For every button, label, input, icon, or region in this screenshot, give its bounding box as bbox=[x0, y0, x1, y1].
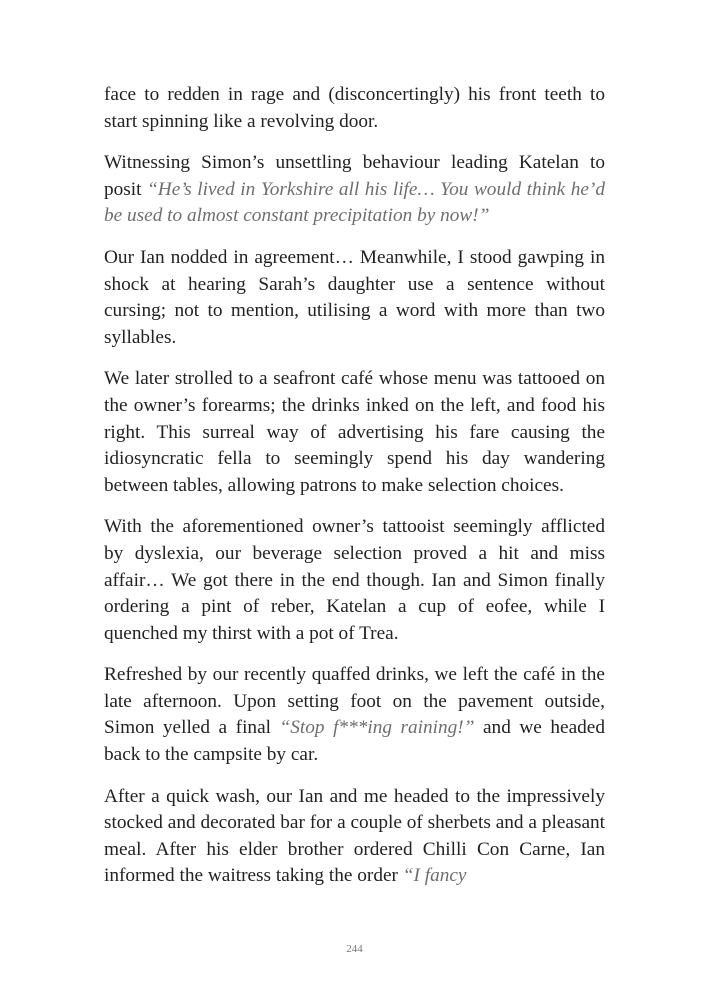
quotation: “He’s lived in Yorkshire all his life… You would think he’d be used to almost constant precipitation by now!” bbox=[104, 178, 605, 227]
paragraph-text: face to redden in rage and (disconcertingly) his front teeth to start spinning like a revolving door. bbox=[104, 84, 605, 132]
page-body bbox=[104, 82, 605, 905]
paragraph-text: With the aforementioned owner’s tattooist seemingly afflicted by dyslexia, our beverage selection proved a hit and miss affair… We got there in the end though. Ian and Simon finally ordering a pint of reber, Katelan a cup of eofee, while I quenched my thirst with a pot of Trea. bbox=[104, 516, 605, 644]
paragraph bbox=[104, 784, 605, 890]
paragraph bbox=[104, 662, 605, 768]
quotation: “Stop f***ing raining!” bbox=[279, 717, 475, 739]
paragraph-text: and we headed back to the campsite by car. bbox=[104, 717, 605, 766]
paragraph-text: Witnessing Simon’s unsettling behaviour leading Katelan to posit bbox=[104, 152, 605, 200]
paragraph bbox=[104, 150, 605, 230]
page-number: 244 bbox=[346, 943, 363, 955]
paragraph-text: Our Ian nodded in agreement… Meanwhile, I stood gawping in shock at hearing Sarah’s daughter use a sentence without cursing; not to mention, utilising a word with more than two syllables. bbox=[104, 246, 605, 348]
paragraph bbox=[104, 245, 605, 351]
paragraph bbox=[104, 366, 605, 499]
paragraph-text: After a quick wash, our Ian and me headed to the impressively stocked and decorated bar for a couple of sherbets and a pleasant meal. After his elder brother ordered Chilli Con Carne, Ian informed the waitress taking the order bbox=[104, 785, 605, 887]
paragraph-text: Refreshed by our recently quaffed drinks, we left the café in the late afternoon. Upon setting foot on the pavement outside, Simon yelled a final bbox=[104, 664, 605, 739]
paragraph-text: We later strolled to a seafront café whose menu was tattooed on the owner’s forearms; the drinks inked on the left, and food his right. This surreal way of advertising his fare causing the idiosyncratic fella to seemingly spend his day wandering between tables, allowing patrons to make selection choices. bbox=[104, 368, 605, 496]
paragraph bbox=[104, 514, 605, 647]
paragraph bbox=[104, 82, 605, 135]
quotation: “I fancy bbox=[402, 865, 467, 887]
